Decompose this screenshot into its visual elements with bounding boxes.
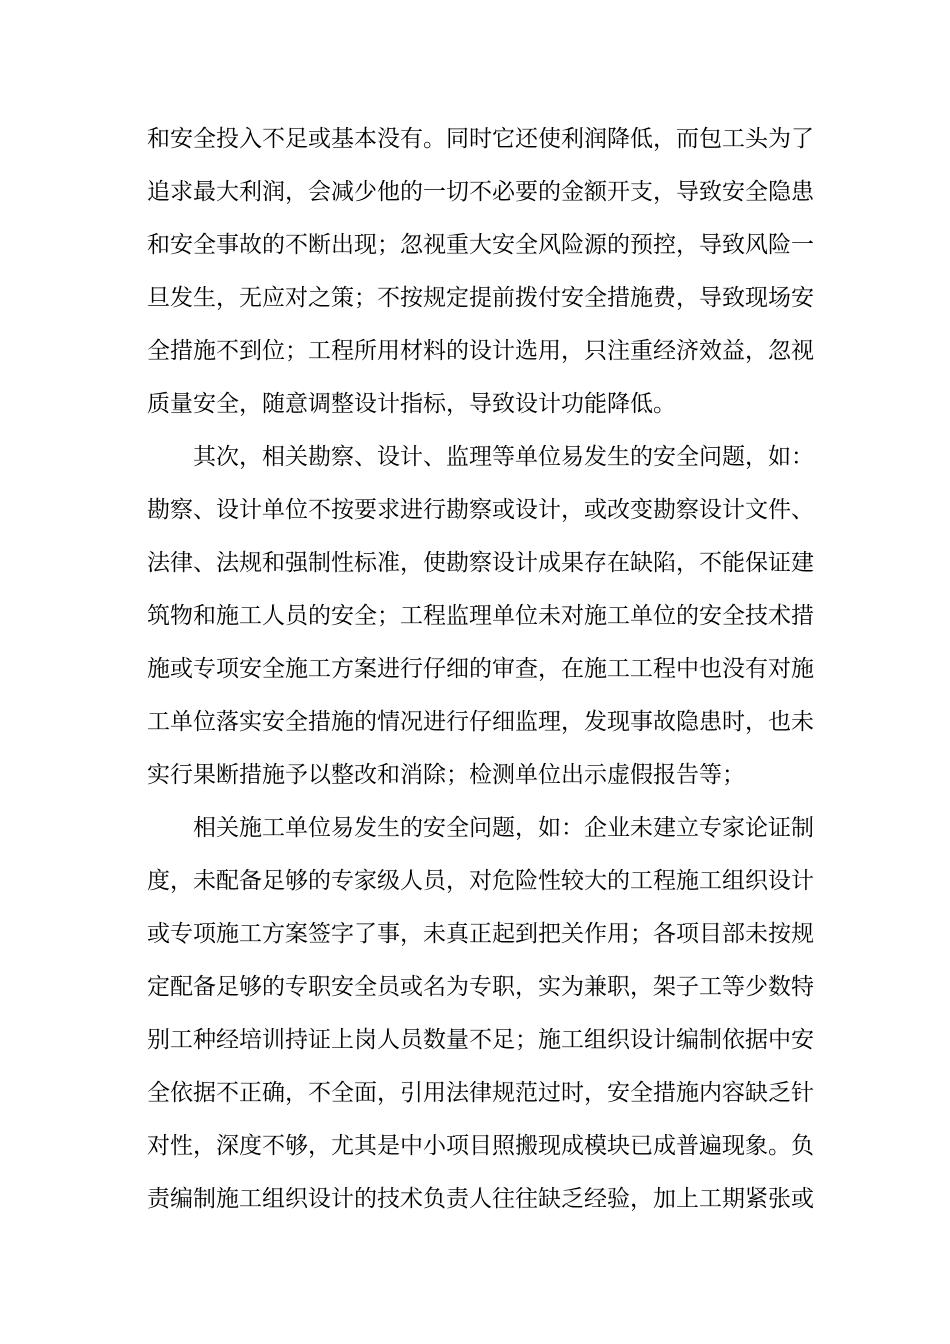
paragraph-1-line-2: 追求最大利润，会减少他的一切不必要的金额开支，导致安全隐患 [147,179,814,205]
paragraph-3-line-8: 责编制施工组织设计的技术负责人往往缺乏经验，加上工期紧张或 [147,1186,814,1212]
paragraph-3-line-7: 对性，深度不够，尤其是中小项目照搬现成模块已成普遍现象。负 [147,1133,814,1159]
paragraph-2-line-5: 施或专项安全施工方案进行仔细的审查，在施工工程中也没有对施 [147,656,814,682]
paragraph-3-line-2: 度，未配备足够的专家级人员，对危险性较大的工程施工组织设计 [147,868,814,894]
paragraph-3-line-3: 或专项施工方案签字了事，未真正起到把关作用；各项目部未按规 [147,921,814,947]
paragraph-3-line-4: 定配备足够的专职安全员或名为专职，实为兼职，架子工等少数特 [147,974,814,1000]
paragraph-1-line-1: 和安全投入不足或基本没有。同时它还使利润降低，而包工头为了 [147,126,814,152]
paragraph-2-line-7: 实行果断措施予以整改和消除；检测单位出示虚假报告等； [147,762,745,788]
paragraph-2-line-1: 其次，相关勘察、设计、监理等单位易发生的安全问题，如： [193,444,814,470]
paragraph-3-line-1: 相关施工单位易发生的安全问题，如：企业未建立专家论证制 [193,815,814,841]
paragraph-2-line-2: 勘察、设计单位不按要求进行勘察或设计，或改变勘察设计文件、 [147,497,814,523]
paragraph-2-line-6: 工单位落实安全措施的情况进行仔细监理，发现事故隐患时，也未 [147,709,814,735]
paragraph-2-line-4: 筑物和施工人员的安全；工程监理单位未对施工单位的安全技术措 [147,603,814,629]
paragraph-1-line-6: 质量安全，随意调整设计指标，导致设计功能降低。 [147,391,676,417]
paragraph-1-line-3: 和安全事故的不断出现；忽视重大安全风险源的预控，导致风险一 [147,232,814,258]
paragraph-1-line-4: 旦发生，无应对之策；不按规定提前拨付安全措施费，导致现场安 [147,285,814,311]
paragraph-3-line-5: 别工种经培训持证上岗人员数量不足；施工组织设计编制依据中安 [147,1027,814,1053]
paragraph-2-line-3: 法律、法规和强制性标准，使勘察设计成果存在缺陷，不能保证建 [147,550,814,576]
paragraph-3-line-6: 全依据不正确，不全面，引用法律规范过时，安全措施内容缺乏针 [147,1080,814,1106]
document-body [147,113,814,1226]
paragraph-1-line-5: 全措施不到位；工程所用材料的设计选用，只注重经济效益，忽视 [147,338,814,364]
